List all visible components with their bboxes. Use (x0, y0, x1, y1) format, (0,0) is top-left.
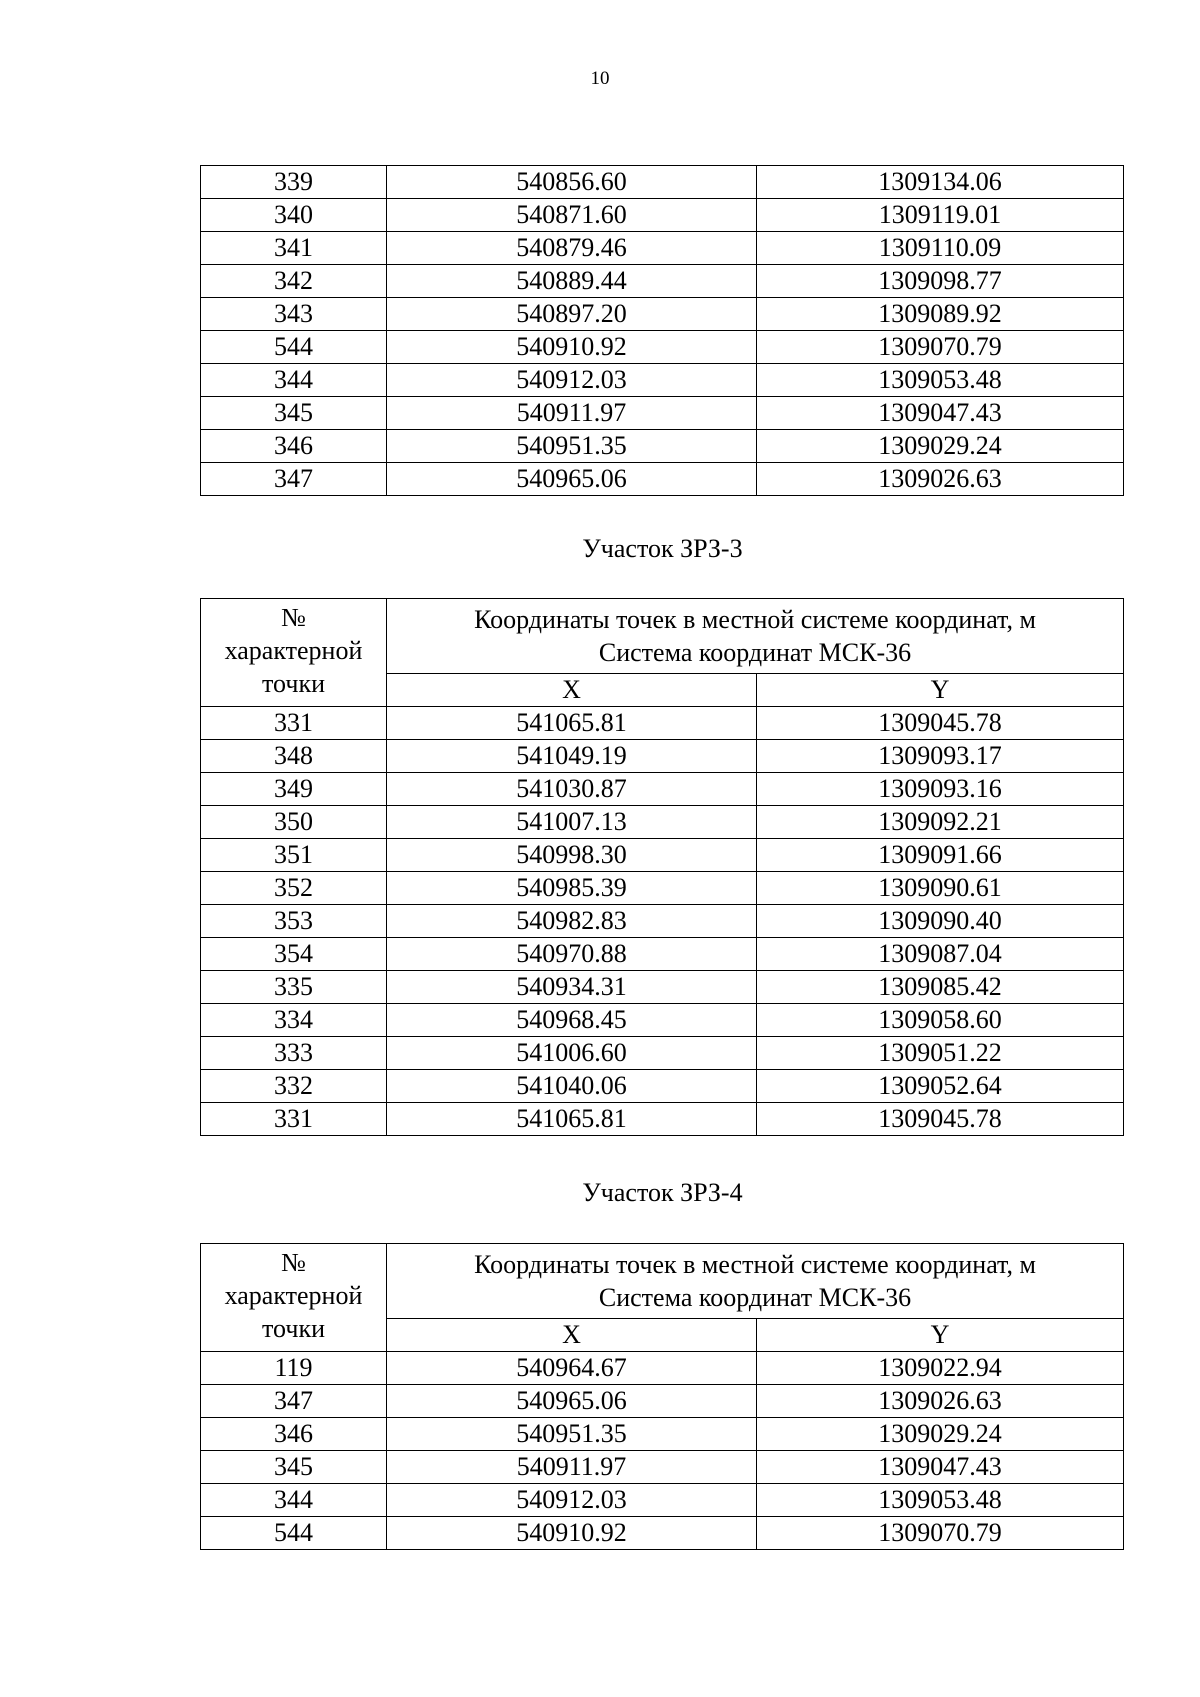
point-number-cell: 347 (201, 463, 387, 496)
y-coordinate-cell: 1309119.01 (757, 199, 1124, 232)
y-coordinate-cell: 1309110.09 (757, 232, 1124, 265)
coordinate-system-header (387, 599, 1124, 674)
y-coordinate-cell: 1309070.79 (757, 331, 1124, 364)
point-number-cell: 332 (201, 1070, 387, 1103)
table-row (201, 1352, 1124, 1385)
point-number-cell: 346 (201, 1418, 387, 1451)
x-coordinate-cell: 541049.19 (387, 740, 757, 773)
point-number-cell: 345 (201, 1451, 387, 1484)
x-coordinate-cell: 540968.45 (387, 1004, 757, 1037)
y-coordinate-cell: 1309093.16 (757, 773, 1124, 806)
table-row (201, 1004, 1124, 1037)
page-number: 10 (590, 68, 610, 89)
x-coordinate-cell: 540964.67 (387, 1352, 757, 1385)
coordinates-table-zrz-3 (200, 598, 1124, 1136)
y-coordinate-cell: 1309085.42 (757, 971, 1124, 1004)
y-coordinate-cell: 1309029.24 (757, 430, 1124, 463)
y-coordinate-cell: 1309045.78 (757, 707, 1124, 740)
table-row (201, 1103, 1124, 1136)
point-number-cell: 354 (201, 938, 387, 971)
x-coordinate-cell: 540951.35 (387, 1418, 757, 1451)
x-coordinate-cell: 540965.06 (387, 1385, 757, 1418)
point-number-cell: 335 (201, 971, 387, 1004)
point-number-cell: 544 (201, 1517, 387, 1550)
table-row (201, 331, 1124, 364)
y-coordinate-cell: 1309047.43 (757, 1451, 1124, 1484)
y-coordinate-cell: 1309058.60 (757, 1004, 1124, 1037)
y-coordinate-cell: 1309022.94 (757, 1352, 1124, 1385)
point-number-cell: 352 (201, 872, 387, 905)
y-coordinate-cell: 1309045.78 (757, 1103, 1124, 1136)
table-row (201, 1418, 1124, 1451)
x-coordinate-cell: 540856.60 (387, 166, 757, 199)
x-coordinate-cell: 540879.46 (387, 232, 757, 265)
y-coordinate-cell: 1309089.92 (757, 298, 1124, 331)
x-coordinate-cell: 540998.30 (387, 839, 757, 872)
x-coordinate-cell: 540982.83 (387, 905, 757, 938)
table-row (201, 872, 1124, 905)
table-row (201, 1484, 1124, 1517)
point-header-line-1: № (281, 603, 306, 632)
table-row (201, 1451, 1124, 1484)
section-title-zrz-3: Участок ЗРЗ-3 (582, 534, 743, 563)
point-number-cell: 333 (201, 1037, 387, 1070)
table-row (201, 1385, 1124, 1418)
x-coordinate-cell: 540951.35 (387, 430, 757, 463)
point-number-cell: 350 (201, 806, 387, 839)
y-coordinate-cell: 1309051.22 (757, 1037, 1124, 1070)
table-row (201, 905, 1124, 938)
point-number-cell: 344 (201, 364, 387, 397)
point-number-cell: 331 (201, 707, 387, 740)
y-column-header: Y (757, 1319, 1124, 1352)
y-coordinate-cell: 1309134.06 (757, 166, 1124, 199)
x-coordinate-cell: 540911.97 (387, 397, 757, 430)
y-coordinate-cell: 1309098.77 (757, 265, 1124, 298)
x-coordinate-cell: 540965.06 (387, 463, 757, 496)
y-coordinate-cell: 1309052.64 (757, 1070, 1124, 1103)
x-coordinate-cell: 540910.92 (387, 331, 757, 364)
y-coordinate-cell: 1309090.61 (757, 872, 1124, 905)
y-coordinate-cell: 1309026.63 (757, 1385, 1124, 1418)
x-coordinate-cell: 540897.20 (387, 298, 757, 331)
y-coordinate-cell: 1309093.17 (757, 740, 1124, 773)
table-row (201, 166, 1124, 199)
table-row (201, 232, 1124, 265)
table-row (201, 806, 1124, 839)
point-number-cell: 119 (201, 1352, 387, 1385)
x-coordinate-cell: 540911.97 (387, 1451, 757, 1484)
point-number-cell: 334 (201, 1004, 387, 1037)
y-coordinate-cell: 1309087.04 (757, 938, 1124, 971)
point-number-cell: 345 (201, 397, 387, 430)
point-number-cell: 344 (201, 1484, 387, 1517)
table-row (201, 707, 1124, 740)
table-row (201, 397, 1124, 430)
point-number-header (201, 1244, 387, 1352)
table-row (201, 740, 1124, 773)
x-coordinate-cell: 540934.31 (387, 971, 757, 1004)
x-coordinate-cell: 540912.03 (387, 364, 757, 397)
system-header-line-1: Координаты точек в местной системе координат, м (474, 1250, 1036, 1279)
y-coordinate-cell: 1309091.66 (757, 839, 1124, 872)
system-header-line-2: Система координат МСК-36 (598, 1283, 912, 1312)
point-number-cell: 351 (201, 839, 387, 872)
x-coordinate-cell: 540970.88 (387, 938, 757, 971)
point-number-cell: 347 (201, 1385, 387, 1418)
y-coordinate-cell: 1309092.21 (757, 806, 1124, 839)
table-row (201, 971, 1124, 1004)
point-header-line-2: характерной (224, 1281, 363, 1310)
point-number-cell: 349 (201, 773, 387, 806)
table-row (201, 773, 1124, 806)
point-number-cell: 544 (201, 331, 387, 364)
x-column-header: X (387, 674, 757, 707)
x-column-header: X (387, 1319, 757, 1352)
x-coordinate-cell: 541065.81 (387, 707, 757, 740)
y-coordinate-cell: 1309026.63 (757, 463, 1124, 496)
x-coordinate-cell: 541030.87 (387, 773, 757, 806)
point-number-cell: 340 (201, 199, 387, 232)
y-coordinate-cell: 1309029.24 (757, 1418, 1124, 1451)
point-number-cell: 331 (201, 1103, 387, 1136)
table-row (201, 839, 1124, 872)
point-header-line-3: точки (262, 1314, 325, 1343)
point-number-cell: 343 (201, 298, 387, 331)
x-coordinate-cell: 541006.60 (387, 1037, 757, 1070)
x-coordinate-cell: 541007.13 (387, 806, 757, 839)
table-row (201, 298, 1124, 331)
point-number-cell: 353 (201, 905, 387, 938)
x-coordinate-cell: 541040.06 (387, 1070, 757, 1103)
y-coordinate-cell: 1309047.43 (757, 397, 1124, 430)
table-row (201, 1070, 1124, 1103)
system-header-line-2: Система координат МСК-36 (598, 638, 912, 667)
x-coordinate-cell: 540985.39 (387, 872, 757, 905)
y-coordinate-cell: 1309090.40 (757, 905, 1124, 938)
x-coordinate-cell: 540871.60 (387, 199, 757, 232)
y-column-header: Y (757, 674, 1124, 707)
point-number-cell: 342 (201, 265, 387, 298)
point-number-header (201, 599, 387, 707)
point-number-cell: 348 (201, 740, 387, 773)
table-row (201, 463, 1124, 496)
system-header-line-1: Координаты точек в местной системе координат, м (474, 605, 1036, 634)
point-number-cell: 346 (201, 430, 387, 463)
point-header-line-1: № (281, 1248, 306, 1277)
table-row (201, 199, 1124, 232)
table-row (201, 364, 1124, 397)
section-title-zrz-4: Участок ЗРЗ-4 (582, 1178, 743, 1207)
coordinate-system-header (387, 1244, 1124, 1319)
table-row (201, 938, 1124, 971)
point-number-cell: 339 (201, 166, 387, 199)
x-coordinate-cell: 541065.81 (387, 1103, 757, 1136)
coordinates-table-continued (200, 165, 1124, 496)
x-coordinate-cell: 540910.92 (387, 1517, 757, 1550)
point-header-line-3: точки (262, 669, 325, 698)
table-row (201, 1517, 1124, 1550)
y-coordinate-cell: 1309053.48 (757, 364, 1124, 397)
point-number-cell: 341 (201, 232, 387, 265)
y-coordinate-cell: 1309070.79 (757, 1517, 1124, 1550)
y-coordinate-cell: 1309053.48 (757, 1484, 1124, 1517)
table-row (201, 430, 1124, 463)
table-row (201, 1037, 1124, 1070)
table-row (201, 265, 1124, 298)
x-coordinate-cell: 540889.44 (387, 265, 757, 298)
x-coordinate-cell: 540912.03 (387, 1484, 757, 1517)
point-header-line-2: характерной (224, 636, 363, 665)
coordinates-table-zrz-4 (200, 1243, 1124, 1550)
